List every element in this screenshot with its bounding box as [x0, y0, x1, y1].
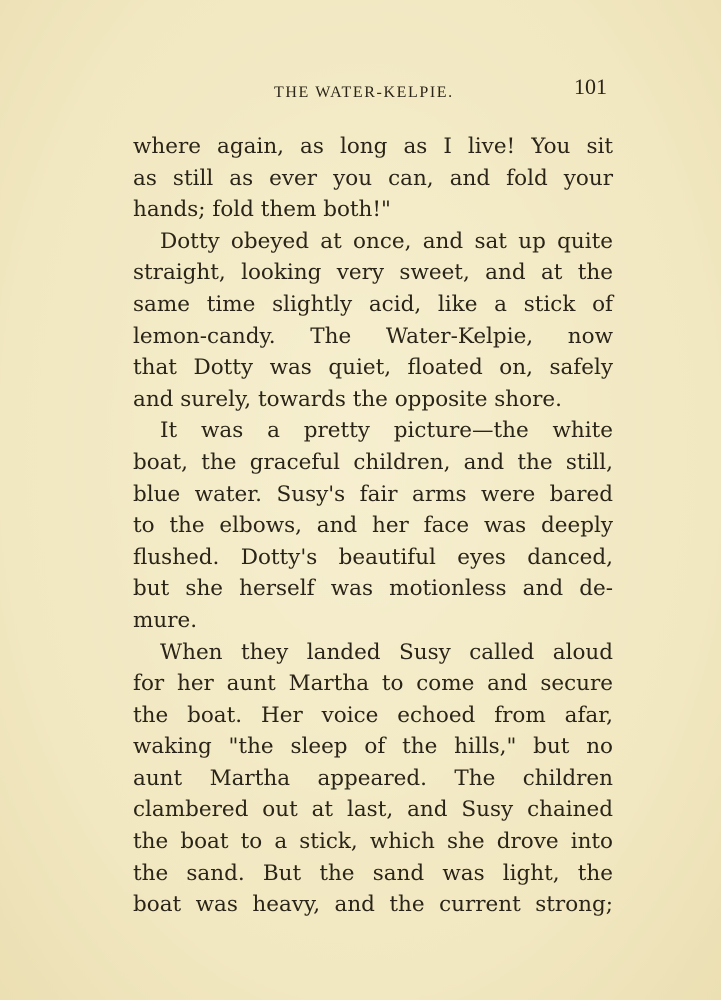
text-line: lemon-candy. The Water-Kelpie, now — [133, 323, 613, 349]
text-line: boat was heavy, and the current strong; — [133, 892, 613, 918]
text-line: where again, as long as I live! You sit — [133, 134, 613, 159]
text-line: and surely, towards the opposite shore. — [133, 386, 562, 412]
text-line: that Dotty was quiet, floated on, safely — [133, 355, 613, 381]
text-line: blue water. Susy's fair arms were bared — [133, 481, 613, 507]
text-line: but she herself was motionless and de- — [133, 576, 613, 602]
text-line: same time slightly acid, like a stick of — [133, 291, 613, 317]
body-text — [133, 131, 613, 921]
text-line: When they landed Susy called aloud — [160, 639, 613, 665]
text-line: to the elbows, and her face was deeply — [133, 513, 613, 539]
text-line: boat, the graceful children, and the still, — [133, 449, 613, 475]
text-line: the boat to a stick, which she drove into — [133, 829, 613, 855]
text-line: the boat. Her voice echoed from afar, — [133, 702, 613, 728]
text-line: mure. — [133, 607, 198, 633]
text-line: the sand. But the sand was light, the — [133, 860, 613, 886]
text-line: for her aunt Martha to come and secure — [133, 671, 613, 697]
page-number: 101 — [574, 74, 607, 99]
text-line: flushed. Dotty's beautiful eyes danced, — [133, 544, 613, 570]
text-line: aunt Martha appeared. The children — [133, 765, 613, 791]
text-line: straight, looking very sweet, and at the — [133, 260, 613, 286]
text-line: waking "the sleep of the hills," but no — [133, 734, 613, 760]
text-line: It was a pretty picture—the white — [160, 418, 613, 444]
text-line: clambered out at last, and Susy chained — [133, 797, 613, 823]
text-line: Dotty obeyed at once, and sat up quite — [160, 228, 613, 254]
running-head: THE WATER-KELPIE. — [274, 84, 454, 101]
text-line: as still as ever you can, and fold your — [133, 165, 613, 191]
text-line: hands; fold them both!" — [133, 197, 391, 223]
